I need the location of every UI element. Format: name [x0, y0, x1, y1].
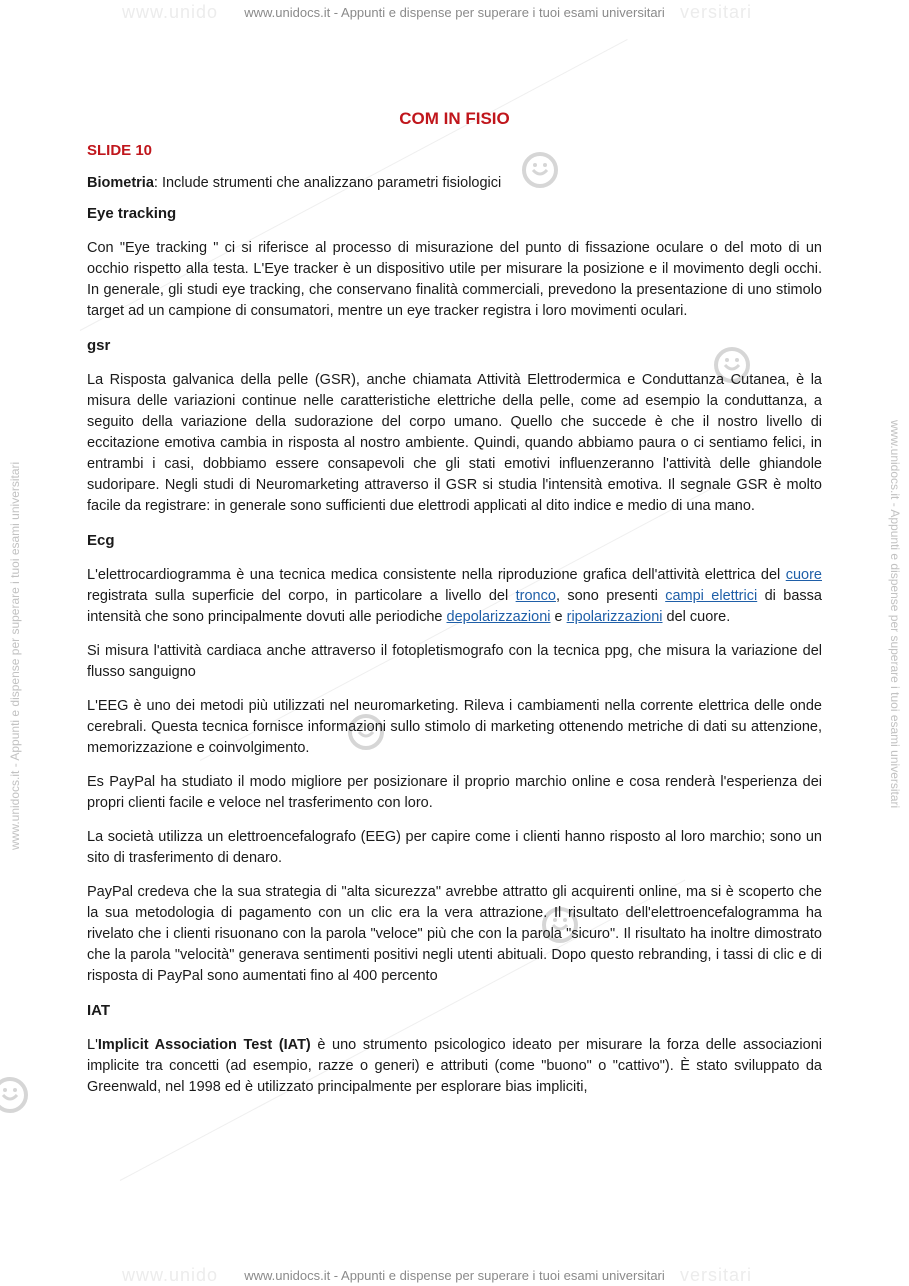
ecg-text-part: , sono presenti: [555, 588, 666, 604]
unidocs-logo-icon: [0, 1075, 30, 1115]
link-ripolarizzazioni[interactable]: ripolarizzazioni: [566, 609, 663, 625]
slide-label: SLIDE 10: [87, 142, 153, 159]
watermark-side-right: www.unidocs.it - Appunti e dispense per superare i tuoi esami universitari: [888, 420, 902, 809]
biometria-line: [87, 173, 822, 194]
ecg-text-part: del cuore.: [662, 609, 731, 625]
paragraph-paypal-1: Es PayPal ha studiato il modo migliore per posizionare il proprio marchio online e cosa renderà l'esperienza dei propri clienti facile e veloce nel trasferimento con loro.: [87, 774, 822, 811]
link-cuore[interactable]: cuore: [785, 567, 822, 583]
paragraph-paypal-2: La società utilizza un elettroencefalografo (EEG) per capire come i clienti hanno risposto al loro marchio; sono un sito di trasferimento di denaro.: [87, 829, 822, 866]
biometria-text: : Include strumenti che analizzano parametri fisiologici: [153, 175, 502, 191]
paragraph-gsr: La Risposta galvanica della pelle (GSR), anche chiamata Attività Elettrodermica e Conduttanza Cutanea, è la misura delle variazioni continue nelle caratteristiche elettriche della pelle, come ad esempio la conduttanza, a seguito della variazione della sudorazione del corpo umano. Quello che succede è che il nostro livello di eccitazione emotiva cambia in risposta al nostro ambiente. Quindi, quando abbiamo paura o ci sentiamo felici, in entrambi i casi, dobbiamo essere consapevoli che gli stati emotivi influenzeranno l'attività delle ghiandole sudoripare. Negli studi di Neuromarketing attraverso il GSR si studia l'intensità emotiva. Il segnale GSR è molto facile da registrare: in generale sono sufficienti due elettrodi applicati al dito indice e medio di una mano.: [87, 372, 822, 514]
watermark-ghost-bottom-left: www.unido: [122, 1265, 219, 1285]
link-campi-elettrici[interactable]: campi elettrici: [665, 588, 758, 604]
biometria-term: Biometria: [87, 175, 154, 191]
paragraph-eye-tracking: Con "Eye tracking " ci si riferisce al processo di misurazione del punto di fissazione oculare o del moto di un occhio rispetto alla testa. L'Eye tracker è un dispositivo utile per misurare la posizione e il movimento degli occhi. In generale, gli studi eye tracking, che conservano finalità commerciali, prevedono la presentazione di uno stimolo target ad un campione di consumatori, mentre un eye tracker registra i loro movimenti oculari.: [87, 240, 822, 319]
paragraph-eeg: L'EEG è uno dei metodi più utilizzati nel neuromarketing. Rileva i cambiamenti nella corrente elettrica delle onde cerebrali. Questa tecnica fornisce informazioni sullo stimolo di marketing ottenendo metriche di dati su attenzione, memorizzazione e coinvolgimento.: [87, 698, 822, 756]
watermark-header: www.unidocs.it - Appunti e dispense per superare i tuoi esami universitari: [244, 5, 665, 20]
watermark-side-left: www.unidocs.it - Appunti e dispense per superare i tuoi esami universitari: [8, 461, 22, 850]
heading-eye-tracking: Eye tracking: [87, 205, 177, 222]
iat-text: è uno strumento psicologico ideato per misurare la forza delle associazioni implicite tra concetti (ad esempio, razze o generi) e attributi (come "buono" o "cattivo"). È stato sviluppato da Greenwald, nel 1998 ed è utilizzato principalmente per esplorare bias impliciti,: [87, 1037, 822, 1095]
heading-iat: IAT: [87, 1002, 111, 1019]
watermark-ghost-top-left: www.unido: [122, 2, 219, 22]
heading-ecg: Ecg: [87, 532, 115, 549]
ecg-text-part: di bassa intensità che sono principalmente dovuti alle periodiche: [87, 588, 822, 625]
watermark-ghost-top-right: versitari: [680, 2, 753, 22]
link-tronco[interactable]: tronco: [515, 588, 556, 604]
heading-gsr: gsr: [87, 337, 111, 354]
paragraph-ppg: Si misura l'attività cardiaca anche attraverso il fotopletismografo con la tecnica ppg, che misura la variazione del flusso sanguigno: [87, 643, 822, 680]
iat-term: Implicit Association Test (IAT): [97, 1037, 311, 1053]
iat-prefix: L': [87, 1037, 98, 1053]
document-page: [87, 108, 822, 1111]
paragraph-iat: [87, 1035, 822, 1098]
paragraph-ecg: [87, 565, 822, 628]
ecg-text-part: registrata sulla superficie del corpo, in particolare a livello del: [87, 588, 516, 604]
watermark-footer: www.unidocs.it - Appunti e dispense per superare i tuoi esami universitari: [244, 1268, 665, 1283]
ecg-text-part: L'elettrocardiogramma è una tecnica medica consistente nella riproduzione grafica dell'attività elettrica del: [87, 567, 786, 583]
ecg-text-part: e: [550, 609, 567, 625]
link-depolarizzazioni[interactable]: depolarizzazioni: [446, 609, 551, 625]
document-title: COM IN FISIO: [399, 109, 510, 128]
paragraph-paypal-3: PayPal credeva che la sua strategia di "alta sicurezza" avrebbe attratto gli acquirenti online, ma si è scoperto che la sua metodologia di pagamento con un clic era la vera attrazione. Il risultato dell'elettroencefalogramma ha rivelato che i clienti risuonano con la parola "veloce" più che con la parola "sicuro". Il risultato ha inoltre dimostrato che la parola "velocità" generava sentimenti positivi negli utenti abituali. Dopo questo rebranding, i tassi di clic e di risposta di PayPal sono aumentati fino al 400 percento: [87, 884, 822, 984]
watermark-ghost-bottom-right: versitari: [680, 1265, 753, 1285]
